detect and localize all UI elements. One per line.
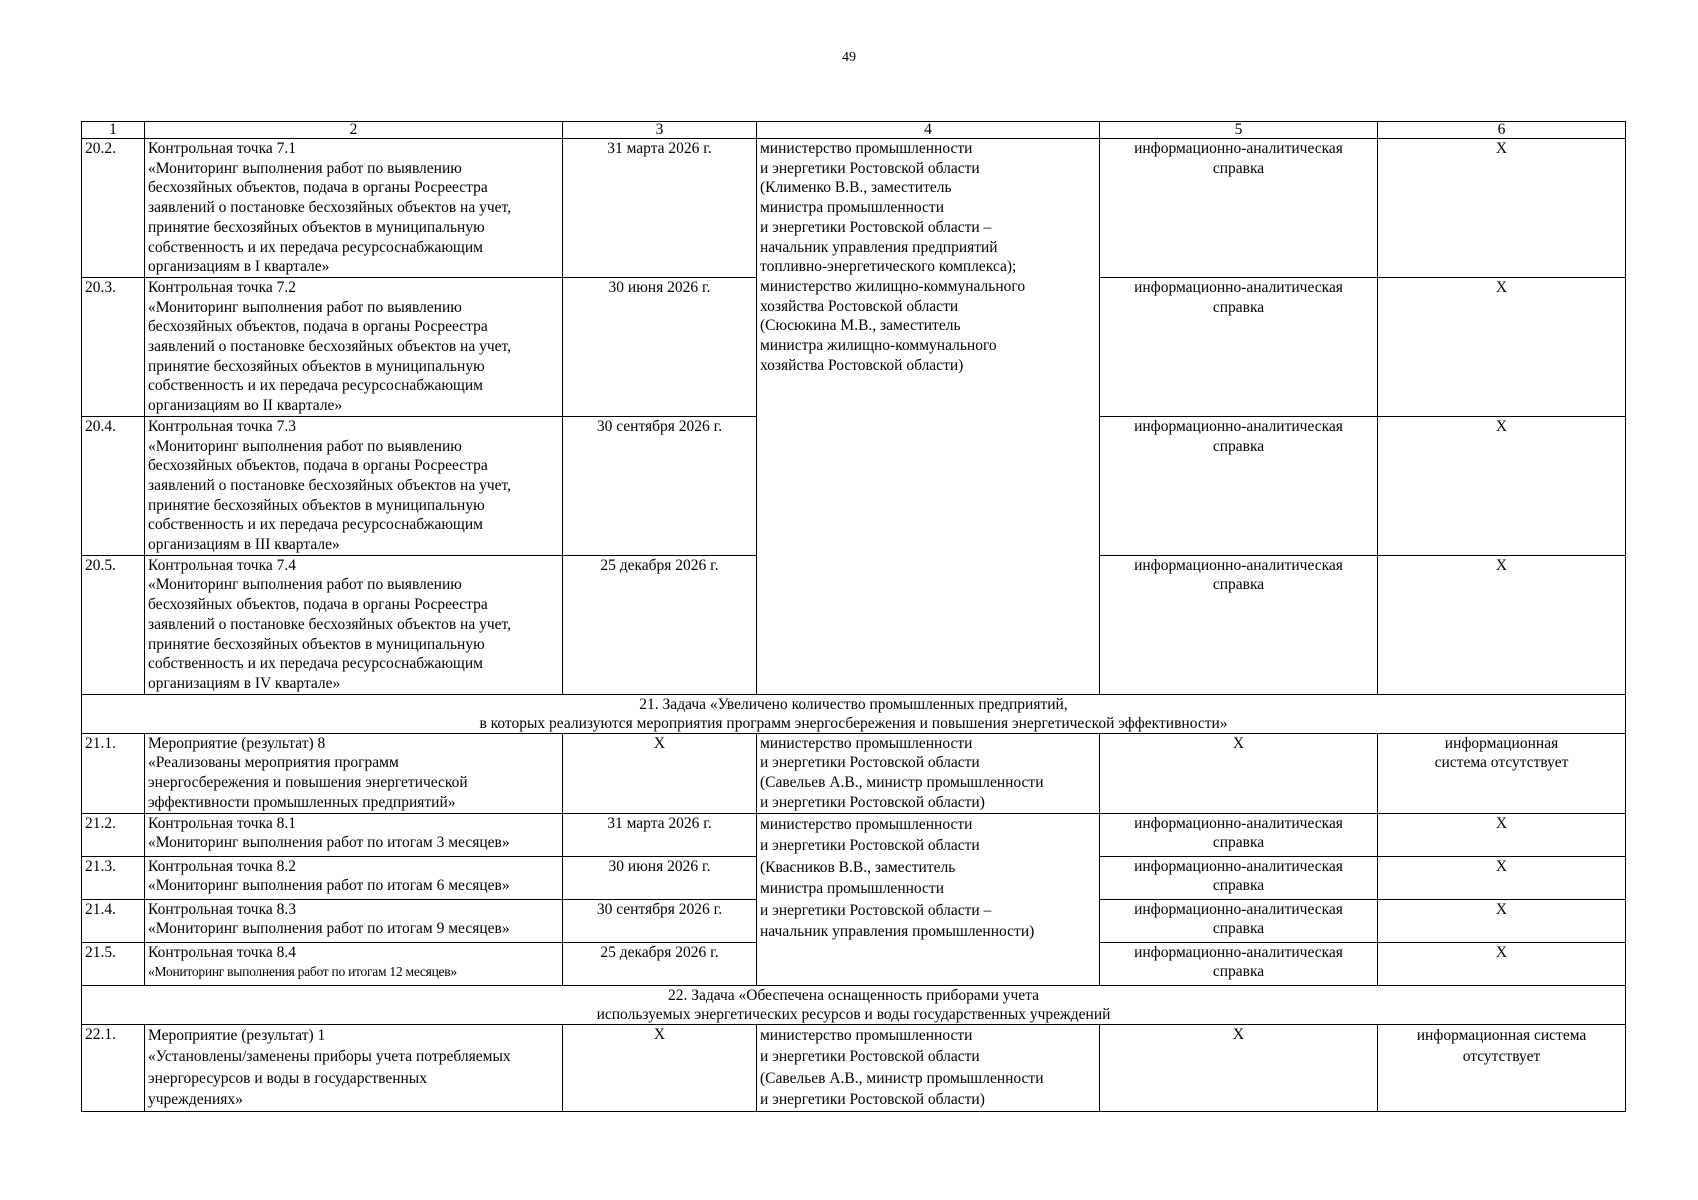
row-number: 21.1. xyxy=(82,733,145,813)
row-number: 20.4. xyxy=(82,416,145,555)
row-name: Мероприятие (результат) 1 «Установлены/заменены приборы учета потребляемых энергоресурсов и воды в государственных учреждениях» xyxy=(145,1024,563,1111)
row-name: Контрольная точка 8.1 «Мониторинг выполнения работ по итогам 3 месяцев» xyxy=(145,813,563,856)
column-header: 3 xyxy=(563,122,757,139)
row-date: 31 марта 2026 г. xyxy=(563,813,757,856)
row-document: информационно-аналитическая справка xyxy=(1100,416,1378,555)
row-system: X xyxy=(1378,899,1626,942)
row-number: 20.3. xyxy=(82,277,145,416)
row-name: Контрольная точка 8.3 «Мониторинг выполнения работ по итогам 9 месяцев» xyxy=(145,899,563,942)
row-system: X xyxy=(1378,813,1626,856)
row-system: X xyxy=(1378,856,1626,899)
task-row xyxy=(82,985,1626,1024)
row-date: 31 марта 2026 г. xyxy=(563,139,757,278)
column-header: 1 xyxy=(82,122,145,139)
row-system: X xyxy=(1378,416,1626,555)
row-date: 30 июня 2026 г. xyxy=(563,856,757,899)
row-date: 25 декабря 2026 г. xyxy=(563,555,757,694)
row-number: 22.1. xyxy=(82,1024,145,1111)
row-document: информационно-аналитическая справка xyxy=(1100,277,1378,416)
row-date: X xyxy=(563,1024,757,1111)
task-row xyxy=(82,694,1626,733)
row-document: информационно-аналитическая справка xyxy=(1100,555,1378,694)
row-number: 20.5. xyxy=(82,555,145,694)
row-document: информационно-аналитическая справка xyxy=(1100,813,1378,856)
row-document: информационно-аналитическая справка xyxy=(1100,139,1378,278)
row-system: X xyxy=(1378,555,1626,694)
row-name: Контрольная точка 7.4 «Мониторинг выполнения работ по выявлению бесхозяйных объектов, подача в органы Росреестра заявлений о постановке бесхозяйных объектов на учет, принятие бесхозяйных объектов в муниципальную собственность и их передача ресурсоснабжающим организациям в IV квартале» xyxy=(145,555,563,694)
row-name: Мероприятие (результат) 8 «Реализованы мероприятия программ энергосбережения и повышения энергетической эффективности промышленных предприятий» xyxy=(145,733,563,813)
row-number: 21.5. xyxy=(82,942,145,985)
page-number: 49 xyxy=(842,50,856,65)
row-name: Контрольная точка 7.2 «Мониторинг выполнения работ по выявлению бесхозяйных объектов, подача в органы Росреестра заявлений о постановке бесхозяйных объектов на учет, принятие бесхозяйных объектов в муниципальную собственность и их передача ресурсоснабжающим организациям во II квартале» xyxy=(145,277,563,416)
row-name: Контрольная точка 7.3 «Мониторинг выполнения работ по выявлению бесхозяйных объектов, подача в органы Росреестра заявлений о постановке бесхозяйных объектов на учет, принятие бесхозяйных объектов в муниципальную собственность и их передача ресурсоснабжающим организациям в III квартале» xyxy=(145,416,563,555)
task-22-heading: 22. Задача «Обеспечена оснащенность приборами учета используемых энергетических ресурсов и воды государственных учреждений xyxy=(82,985,1626,1024)
row-document: X xyxy=(1100,1024,1378,1111)
row-document: X xyxy=(1100,733,1378,813)
row-document: информационно-аналитическая справка xyxy=(1100,899,1378,942)
row-name: Контрольная точка 7.1 «Мониторинг выполнения работ по выявлению бесхозяйных объектов, подача в органы Росреестра заявлений о постановке бесхозяйных объектов на учет, принятие бесхозяйных объектов в муниципальную собственность и их передача ресурсоснабжающим организациям в I квартале» xyxy=(145,139,563,278)
table-row xyxy=(82,1024,1626,1111)
row-number: 21.2. xyxy=(82,813,145,856)
row-date: 30 сентября 2026 г. xyxy=(563,416,757,555)
row-number: 21.4. xyxy=(82,899,145,942)
task-21-heading: 21. Задача «Увеличено количество промышленных предприятий, в которых реализуются мероприятия программ энергосбережения и повышения энергетической эффективности» xyxy=(82,694,1626,733)
row-system: информационная система отсутствует xyxy=(1378,1024,1626,1111)
row-date: X xyxy=(563,733,757,813)
row-date: 30 июня 2026 г. xyxy=(563,277,757,416)
table-row xyxy=(82,813,1626,856)
column-number-row xyxy=(82,122,1626,139)
row-document: информационно-аналитическая справка xyxy=(1100,942,1378,985)
row-responsible: министерство промышленности и энергетики Ростовской области (Савельев А.В., министр промышленности и энергетики Ростовской области) xyxy=(757,733,1100,813)
row-system: информационная система отсутствует xyxy=(1378,733,1626,813)
row-system: X xyxy=(1378,139,1626,278)
responsible-group-20: министерство промышленности и энергетики Ростовской области (Клименко В.В., заместитель министра промышленности и энергетики Ростовской области – начальник управления предприятий топливно-энергетического комплекса); министерство жилищно-коммунального хозяйства Ростовской области (Сюсюкина М.В., заместитель министра жилищно-коммунального хозяйства Ростовской области) xyxy=(757,139,1100,695)
row-date: 30 сентября 2026 г. xyxy=(563,899,757,942)
column-header: 4 xyxy=(757,122,1100,139)
column-header: 5 xyxy=(1100,122,1378,139)
row-name: Контрольная точка 8.2 «Мониторинг выполнения работ по итогам 6 месяцев» xyxy=(145,856,563,899)
row-name: Контрольная точка 8.4 «Мониторинг выполнения работ по итогам 12 месяцев» xyxy=(145,942,563,985)
row-system: X xyxy=(1378,942,1626,985)
row-date: 25 декабря 2026 г. xyxy=(563,942,757,985)
row-number: 21.3. xyxy=(82,856,145,899)
column-header: 6 xyxy=(1378,122,1626,139)
table-row xyxy=(82,733,1626,813)
row-responsible: министерство промышленности и энергетики Ростовской области (Савельев А.В., министр промышленности и энергетики Ростовской области) xyxy=(757,1024,1100,1111)
table-row xyxy=(82,139,1626,278)
row-number: 20.2. xyxy=(82,139,145,278)
row-system: X xyxy=(1378,277,1626,416)
column-header: 2 xyxy=(145,122,563,139)
responsible-group-21: министерство промышленности и энергетики Ростовской области (Квасников В.В., заместитель министра промышленности и энергетики Ростовской области – начальник управления промышленности) xyxy=(757,813,1100,985)
row-document: информационно-аналитическая справка xyxy=(1100,856,1378,899)
plan-table xyxy=(81,121,1626,1112)
